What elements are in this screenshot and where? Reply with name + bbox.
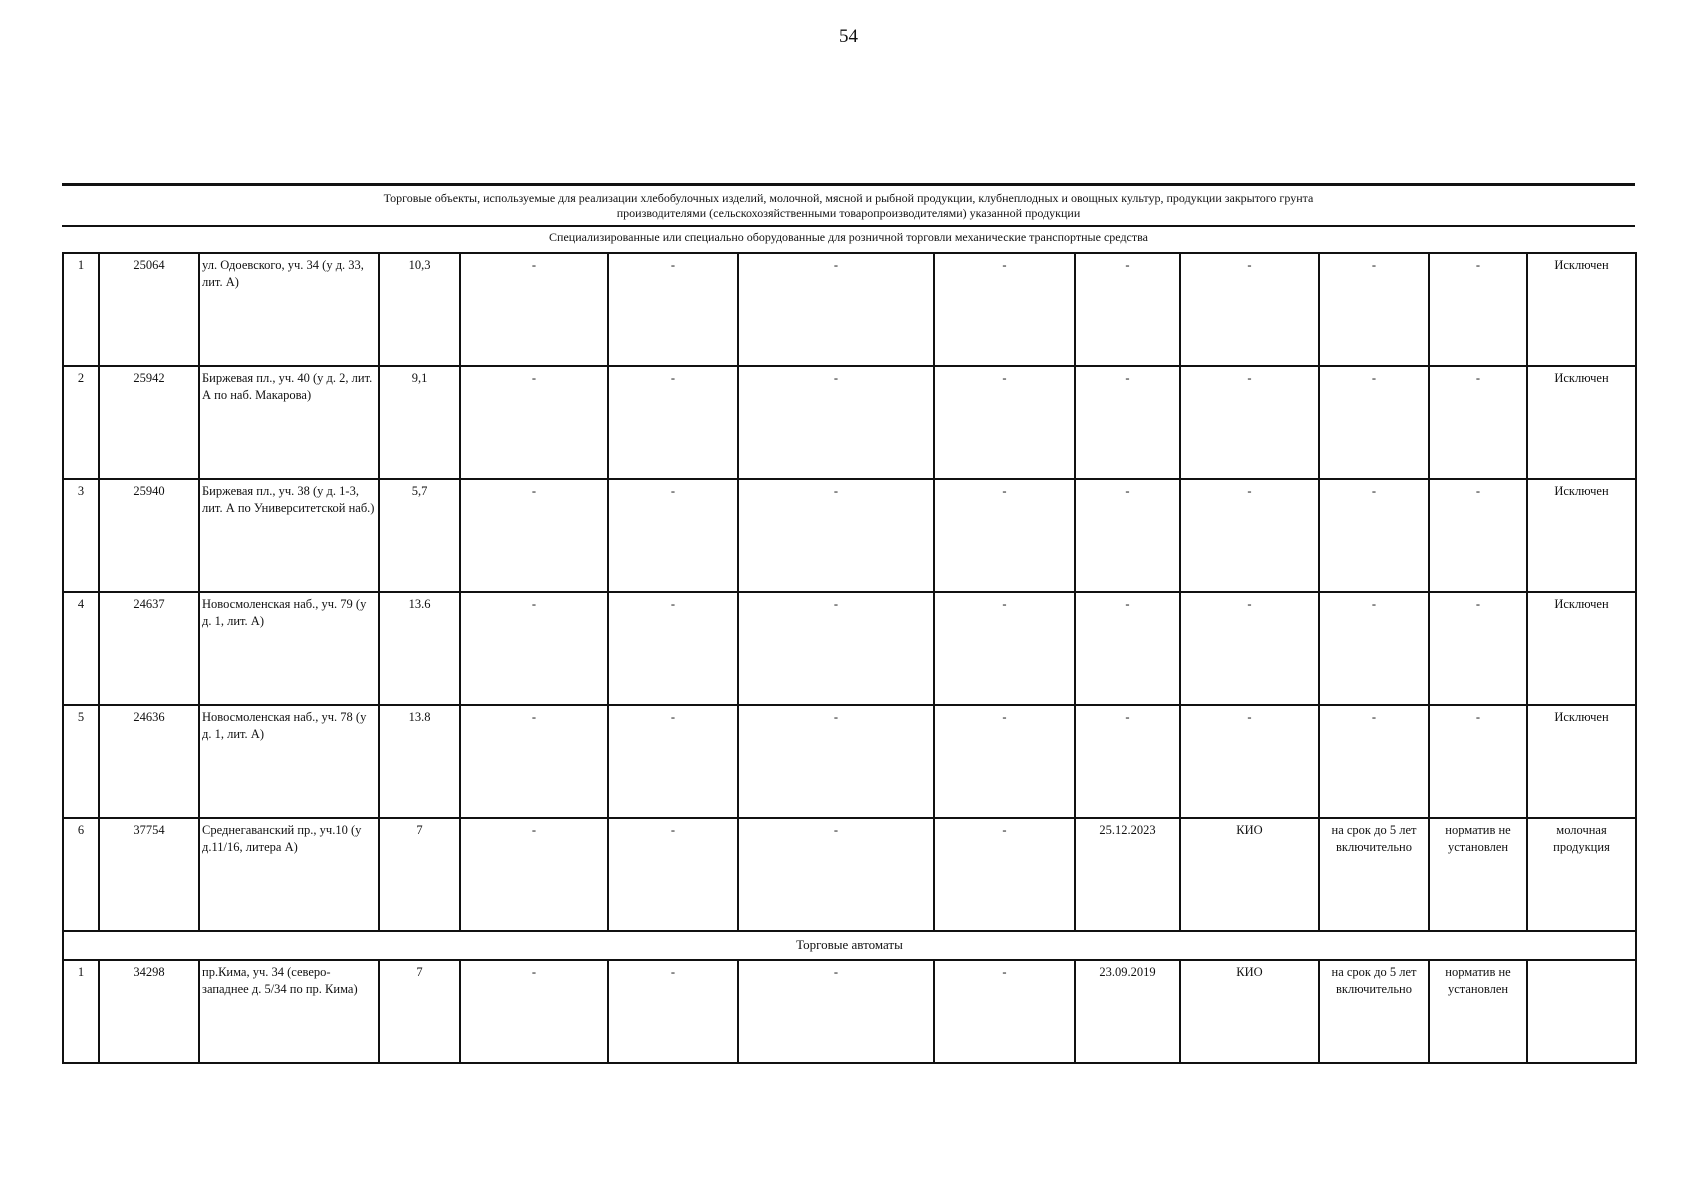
cell-col7: - (738, 253, 934, 366)
table-title-line1: Торговые объекты, используемые для реализации хлебобулочных изделий, молочной, мясной и рыбной продукции, клубнеплодных и овощных культур, продукции закрытого грунта (383, 191, 1314, 205)
cell-authority: - (1180, 592, 1319, 705)
cell-status: Исключен (1527, 253, 1636, 366)
cell-col8: - (934, 253, 1075, 366)
cell-id: 37754 (99, 818, 199, 931)
cell-area: 10,3 (379, 253, 460, 366)
cell-date: - (1075, 366, 1180, 479)
cell-term: на срок до 5 лет включительно (1319, 960, 1429, 1063)
cell-norm: норматив не установлен (1429, 818, 1527, 931)
table-row (63, 592, 1636, 705)
cell-address: пр.Кима, уч. 34 (северо-западнее д. 5/34 по пр. Кима) (199, 960, 379, 1063)
cell-status (1527, 960, 1636, 1063)
cell-norm: - (1429, 479, 1527, 592)
cell-col8: - (934, 818, 1075, 931)
cell-col7: - (738, 479, 934, 592)
cell-date: 25.12.2023 (1075, 818, 1180, 931)
table-row (63, 818, 1636, 931)
cell-status: Исключен (1527, 592, 1636, 705)
cell-id: 25064 (99, 253, 199, 366)
cell-address: Биржевая пл., уч. 38 (у д. 1-3, лит. А по Университетской наб.) (199, 479, 379, 592)
cell-number: 5 (63, 705, 99, 818)
cell-authority: - (1180, 705, 1319, 818)
cell-term: - (1319, 705, 1429, 818)
cell-address: Новосмоленская наб., уч. 79 (у д. 1, лит. А) (199, 592, 379, 705)
section-title-vehicles: Специализированные или специально оборудованные для розничной торговли механические транспортные средства (549, 230, 1148, 244)
cell-address: ул. Одоевского, уч. 34 (у д. 33, лит. А) (199, 253, 379, 366)
cell-date: - (1075, 705, 1180, 818)
cell-norm: - (1429, 705, 1527, 818)
cell-status: Исключен (1527, 366, 1636, 479)
cell-id: 25940 (99, 479, 199, 592)
cell-col8: - (934, 592, 1075, 705)
cell-col7: - (738, 960, 934, 1063)
cell-col5: - (460, 479, 608, 592)
cell-col5: - (460, 818, 608, 931)
cell-status: молочная продукция (1527, 818, 1636, 931)
cell-number: 1 (63, 960, 99, 1063)
cell-area: 7 (379, 818, 460, 931)
cell-date: - (1075, 592, 1180, 705)
cell-date: 23.09.2019 (1075, 960, 1180, 1063)
cell-number: 3 (63, 479, 99, 592)
cell-term: на срок до 5 лет включительно (1319, 818, 1429, 931)
cell-col8: - (934, 960, 1075, 1063)
cell-col6: - (608, 253, 738, 366)
cell-id: 24636 (99, 705, 199, 818)
cell-address: Среднегаванский пр., уч.10 (у д.11/16, литера А) (199, 818, 379, 931)
cell-norm: - (1429, 253, 1527, 366)
cell-col5: - (460, 366, 608, 479)
cell-area: 7 (379, 960, 460, 1063)
table-row (63, 253, 1636, 366)
cell-id: 24637 (99, 592, 199, 705)
table-title-line2: производителями (сельскохозяйственными товаропроизводителями) указанной продукции (616, 206, 1081, 220)
cell-address: Новосмоленская наб., уч. 78 (у д. 1, лит. А) (199, 705, 379, 818)
cell-status: Исключен (1527, 705, 1636, 818)
cell-id: 25942 (99, 366, 199, 479)
cell-number: 1 (63, 253, 99, 366)
table-header (62, 183, 1635, 247)
cell-authority: - (1180, 253, 1319, 366)
cell-norm: - (1429, 592, 1527, 705)
cell-col8: - (934, 479, 1075, 592)
table-row (63, 366, 1636, 479)
cell-term: - (1319, 253, 1429, 366)
cell-col7: - (738, 366, 934, 479)
cell-col8: - (934, 705, 1075, 818)
table-row (63, 479, 1636, 592)
table-row (63, 960, 1636, 1063)
cell-authority: - (1180, 479, 1319, 592)
page-number: 54 (839, 26, 858, 47)
cell-id: 34298 (99, 960, 199, 1063)
cell-area: 9,1 (379, 366, 460, 479)
cell-status: Исключен (1527, 479, 1636, 592)
cell-term: - (1319, 366, 1429, 479)
cell-authority: КИО (1180, 818, 1319, 931)
table-row (63, 705, 1636, 818)
cell-number: 4 (63, 592, 99, 705)
cell-col5: - (460, 592, 608, 705)
cell-col6: - (608, 818, 738, 931)
cell-area: 5,7 (379, 479, 460, 592)
objects-table (62, 252, 1637, 1064)
cell-col6: - (608, 592, 738, 705)
section-title-vending: Торговые автоматы (63, 931, 1636, 960)
cell-norm: - (1429, 366, 1527, 479)
cell-col7: - (738, 705, 934, 818)
cell-col6: - (608, 366, 738, 479)
cell-number: 2 (63, 366, 99, 479)
cell-col5: - (460, 705, 608, 818)
cell-address: Биржевая пл., уч. 40 (у д. 2, лит. А по наб. Макарова) (199, 366, 379, 479)
cell-area: 13.6 (379, 592, 460, 705)
section-row-vending (63, 931, 1636, 960)
cell-authority: КИО (1180, 960, 1319, 1063)
cell-col5: - (460, 960, 608, 1063)
cell-term: - (1319, 479, 1429, 592)
cell-number: 6 (63, 818, 99, 931)
cell-date: - (1075, 253, 1180, 366)
cell-col7: - (738, 592, 934, 705)
cell-term: - (1319, 592, 1429, 705)
cell-date: - (1075, 479, 1180, 592)
cell-authority: - (1180, 366, 1319, 479)
cell-area: 13.8 (379, 705, 460, 818)
cell-col6: - (608, 705, 738, 818)
cell-col7: - (738, 818, 934, 931)
cell-norm: норматив не установлен (1429, 960, 1527, 1063)
cell-col5: - (460, 253, 608, 366)
cell-col6: - (608, 479, 738, 592)
cell-col8: - (934, 366, 1075, 479)
cell-col6: - (608, 960, 738, 1063)
table-title (62, 186, 1635, 227)
